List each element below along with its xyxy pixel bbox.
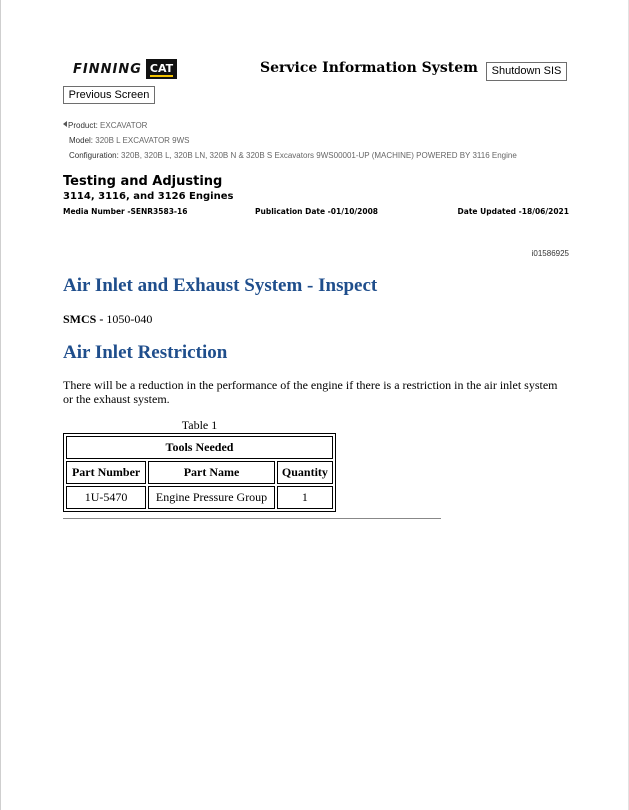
config-value: 320B, 320B L, 320B LN, 320B N & 320B S Excavators 9WS00001-UP (MACHINE) POWERED BY 3116 Engine (121, 151, 517, 160)
publication-date: Publication Date -01/10/2008 (255, 207, 379, 216)
configuration-line (69, 151, 517, 160)
back-arrow-icon[interactable] (63, 121, 67, 127)
table-title: Tools Needed (66, 436, 333, 459)
cat-badge (146, 59, 177, 79)
config-label: Configuration: (69, 151, 119, 160)
logo-text: FINNING (73, 61, 142, 77)
body-paragraph: There will be a reduction in the performance of the engine if there is a restriction in the air inlet system or the exhaust system. (63, 378, 558, 406)
product-value: EXCAVATOR (100, 121, 148, 130)
model-line (69, 136, 190, 145)
cell-part-name: Engine Pressure Group (148, 486, 275, 509)
column-header-part-number: Part Number (66, 461, 146, 484)
page-border-left (0, 0, 1, 810)
column-header-part-name: Part Name (148, 461, 275, 484)
column-header-quantity: Quantity (277, 461, 333, 484)
smcs-label: SMCS - (63, 312, 107, 326)
smcs-code (63, 312, 152, 327)
media-number: Media Number -SENR3583-16 (63, 207, 188, 216)
smcs-value: 1050-040 (106, 312, 153, 326)
table-title-row (66, 436, 333, 459)
product-line (63, 121, 147, 130)
table-row (66, 486, 333, 509)
table-caption: Table 1 (181, 418, 218, 432)
date-updated: Date Updated -18/06/2021 (457, 207, 569, 216)
document-id: i01586925 (531, 249, 569, 258)
document-title: Testing and Adjusting (63, 174, 223, 189)
model-value: 320B L EXCAVATOR 9WS (95, 136, 190, 145)
cell-part-number: 1U-5470 (66, 486, 146, 509)
cat-badge-text: CAT (149, 62, 174, 75)
cell-quantity: 1 (277, 486, 333, 509)
system-title: Service Information System (260, 60, 478, 76)
section-heading: Air Inlet and Exhaust System - Inspect (63, 275, 378, 296)
tools-needed-table (63, 433, 336, 512)
previous-screen-button[interactable]: Previous Screen (63, 86, 155, 104)
horizontal-rule (63, 518, 441, 519)
shutdown-sis-button[interactable]: Shutdown SIS (486, 62, 567, 81)
finning-cat-logo (73, 58, 177, 80)
product-label: Product: (68, 121, 98, 130)
document-subtitle: 3114, 3116, and 3126 Engines (63, 191, 234, 202)
table-header-row (66, 461, 333, 484)
subsection-heading: Air Inlet Restriction (63, 342, 228, 363)
model-label: Model: (69, 136, 94, 145)
